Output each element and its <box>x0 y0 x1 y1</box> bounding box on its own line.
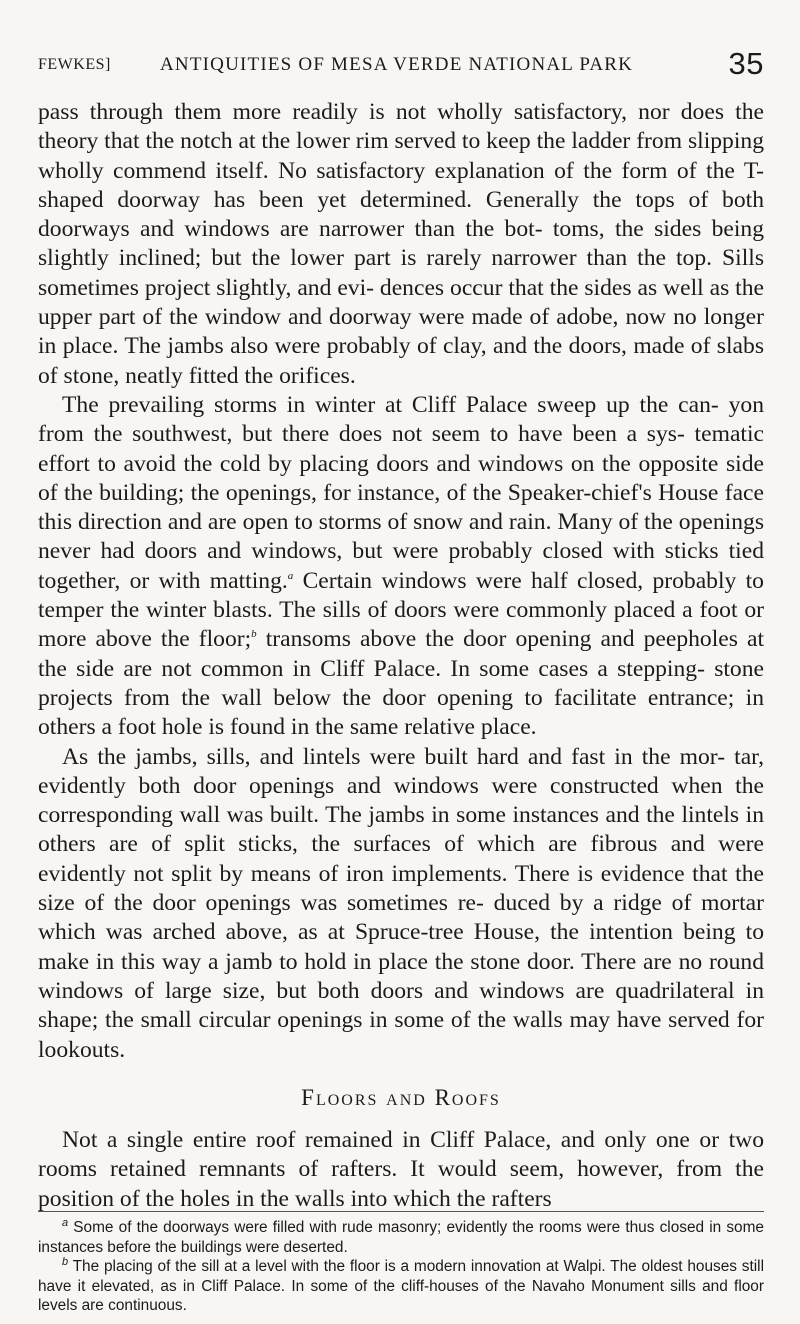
paragraph-storms <box>38 391 764 743</box>
footnotes <box>38 1218 764 1316</box>
section-heading: Floors and Roofs <box>301 1084 501 1110</box>
running-head <box>38 46 764 86</box>
footnote-ref-a: a <box>287 569 294 582</box>
running-head-title: ANTIQUITIES OF MESA VERDE NATIONAL PARK <box>160 54 634 75</box>
footnote-a-text: Some of the doorways were filled with rude masonry; evidently the rooms were thus closed in some instances before the buildings were deserted. <box>38 1219 764 1256</box>
footnote-divider <box>38 1211 764 1212</box>
paragraph-storms-part-1: The prevailing storms in winter at Cliff Palace sweep up the can- yon from the southwest, but there does not seem to have been a sys- tematic effort to avoid the cold by placing doors and windows on the opposite side of the building; the openings, for instance, of the Speaker-chief's House face this direction and are open to storms of snow and rain. Many of the openings never had doors and windows, but were probably closed with sticks tied together, or with matting. <box>38 391 764 594</box>
paragraph-doorway-form: pass through them more readily is not wholly satisfactory, nor does the theory that the notch at the lower rim served to keep the ladder from slipping wholly commend itself. No satisfactory explanation of the form of the T-shaped doorway has been yet determined. Generally the tops of both doorways and windows are narrower than the bot- toms, the sides being slightly inclined; but the lower part is rarely narrower than the top. Sills sometimes project slightly, and evi- dences occur that the sides as well as the upper part of the window and doorway were made of adobe, now no longer in place. The jambs also were probably of clay, and the doors, made of slabs of stone, neatly fitted the orifices. <box>38 99 764 389</box>
book-page <box>38 0 764 1324</box>
footnote-b <box>38 1257 764 1316</box>
footnote-ref-b: b <box>251 628 257 641</box>
paragraph-storms-part-3: transoms above the door opening and peepholes at the side are not common in Cliff Palace. In some cases a stepping- stone projects from the wall below the door opening to facilitate entrance; in others a foot hole is found in the same relative place. <box>38 626 765 741</box>
page-number: 35 <box>728 46 764 81</box>
paragraph-roofs: Not a single entire roof remained in Cliff Palace, and only one or two rooms retained remnants of rafters. It would seem, however, from the position of the holes in the walls into which the rafters <box>38 1127 764 1212</box>
running-head-author: FEWKES] <box>38 56 111 73</box>
footnote-a <box>38 1218 764 1257</box>
footnote-mark-a: a <box>62 1216 69 1229</box>
body-text <box>38 98 764 1214</box>
paragraph-storms-part-2: Certain windows were half closed, probably to temper the winter blasts. The sills of doors were commonly placed a foot or more above the floor; <box>38 567 764 653</box>
footnote-b-text: The placing of the sill at a level with the floor is a modern innovation at Walpi. The oldest houses still have it elevated, as in Cliff Palace. In some of the cliff-houses of the Navaho Monument sills and floor levels are continuous. <box>38 1258 765 1315</box>
paragraph-jambs: As the jambs, sills, and lintels were built hard and fast in the mor- tar, evidently both door openings and windows were constructed when the corresponding wall was built. The jambs in some instances and the lintels in others are of split sticks, the surfaces of which are fibrous and were evidently not split by means of iron implements. There is evidence that the size of the door openings was sometimes re- duced by a ridge of mortar which was arched above, as at Spruce-tree House, the intention being to make in this way a jamb to hold in place the stone door. There are no round windows of large size, but both doors and windows are quadrilateral in shape; the small circular openings in some of the walls may have served for lookouts. <box>38 743 764 1063</box>
footnote-mark-b: b <box>62 1256 69 1269</box>
